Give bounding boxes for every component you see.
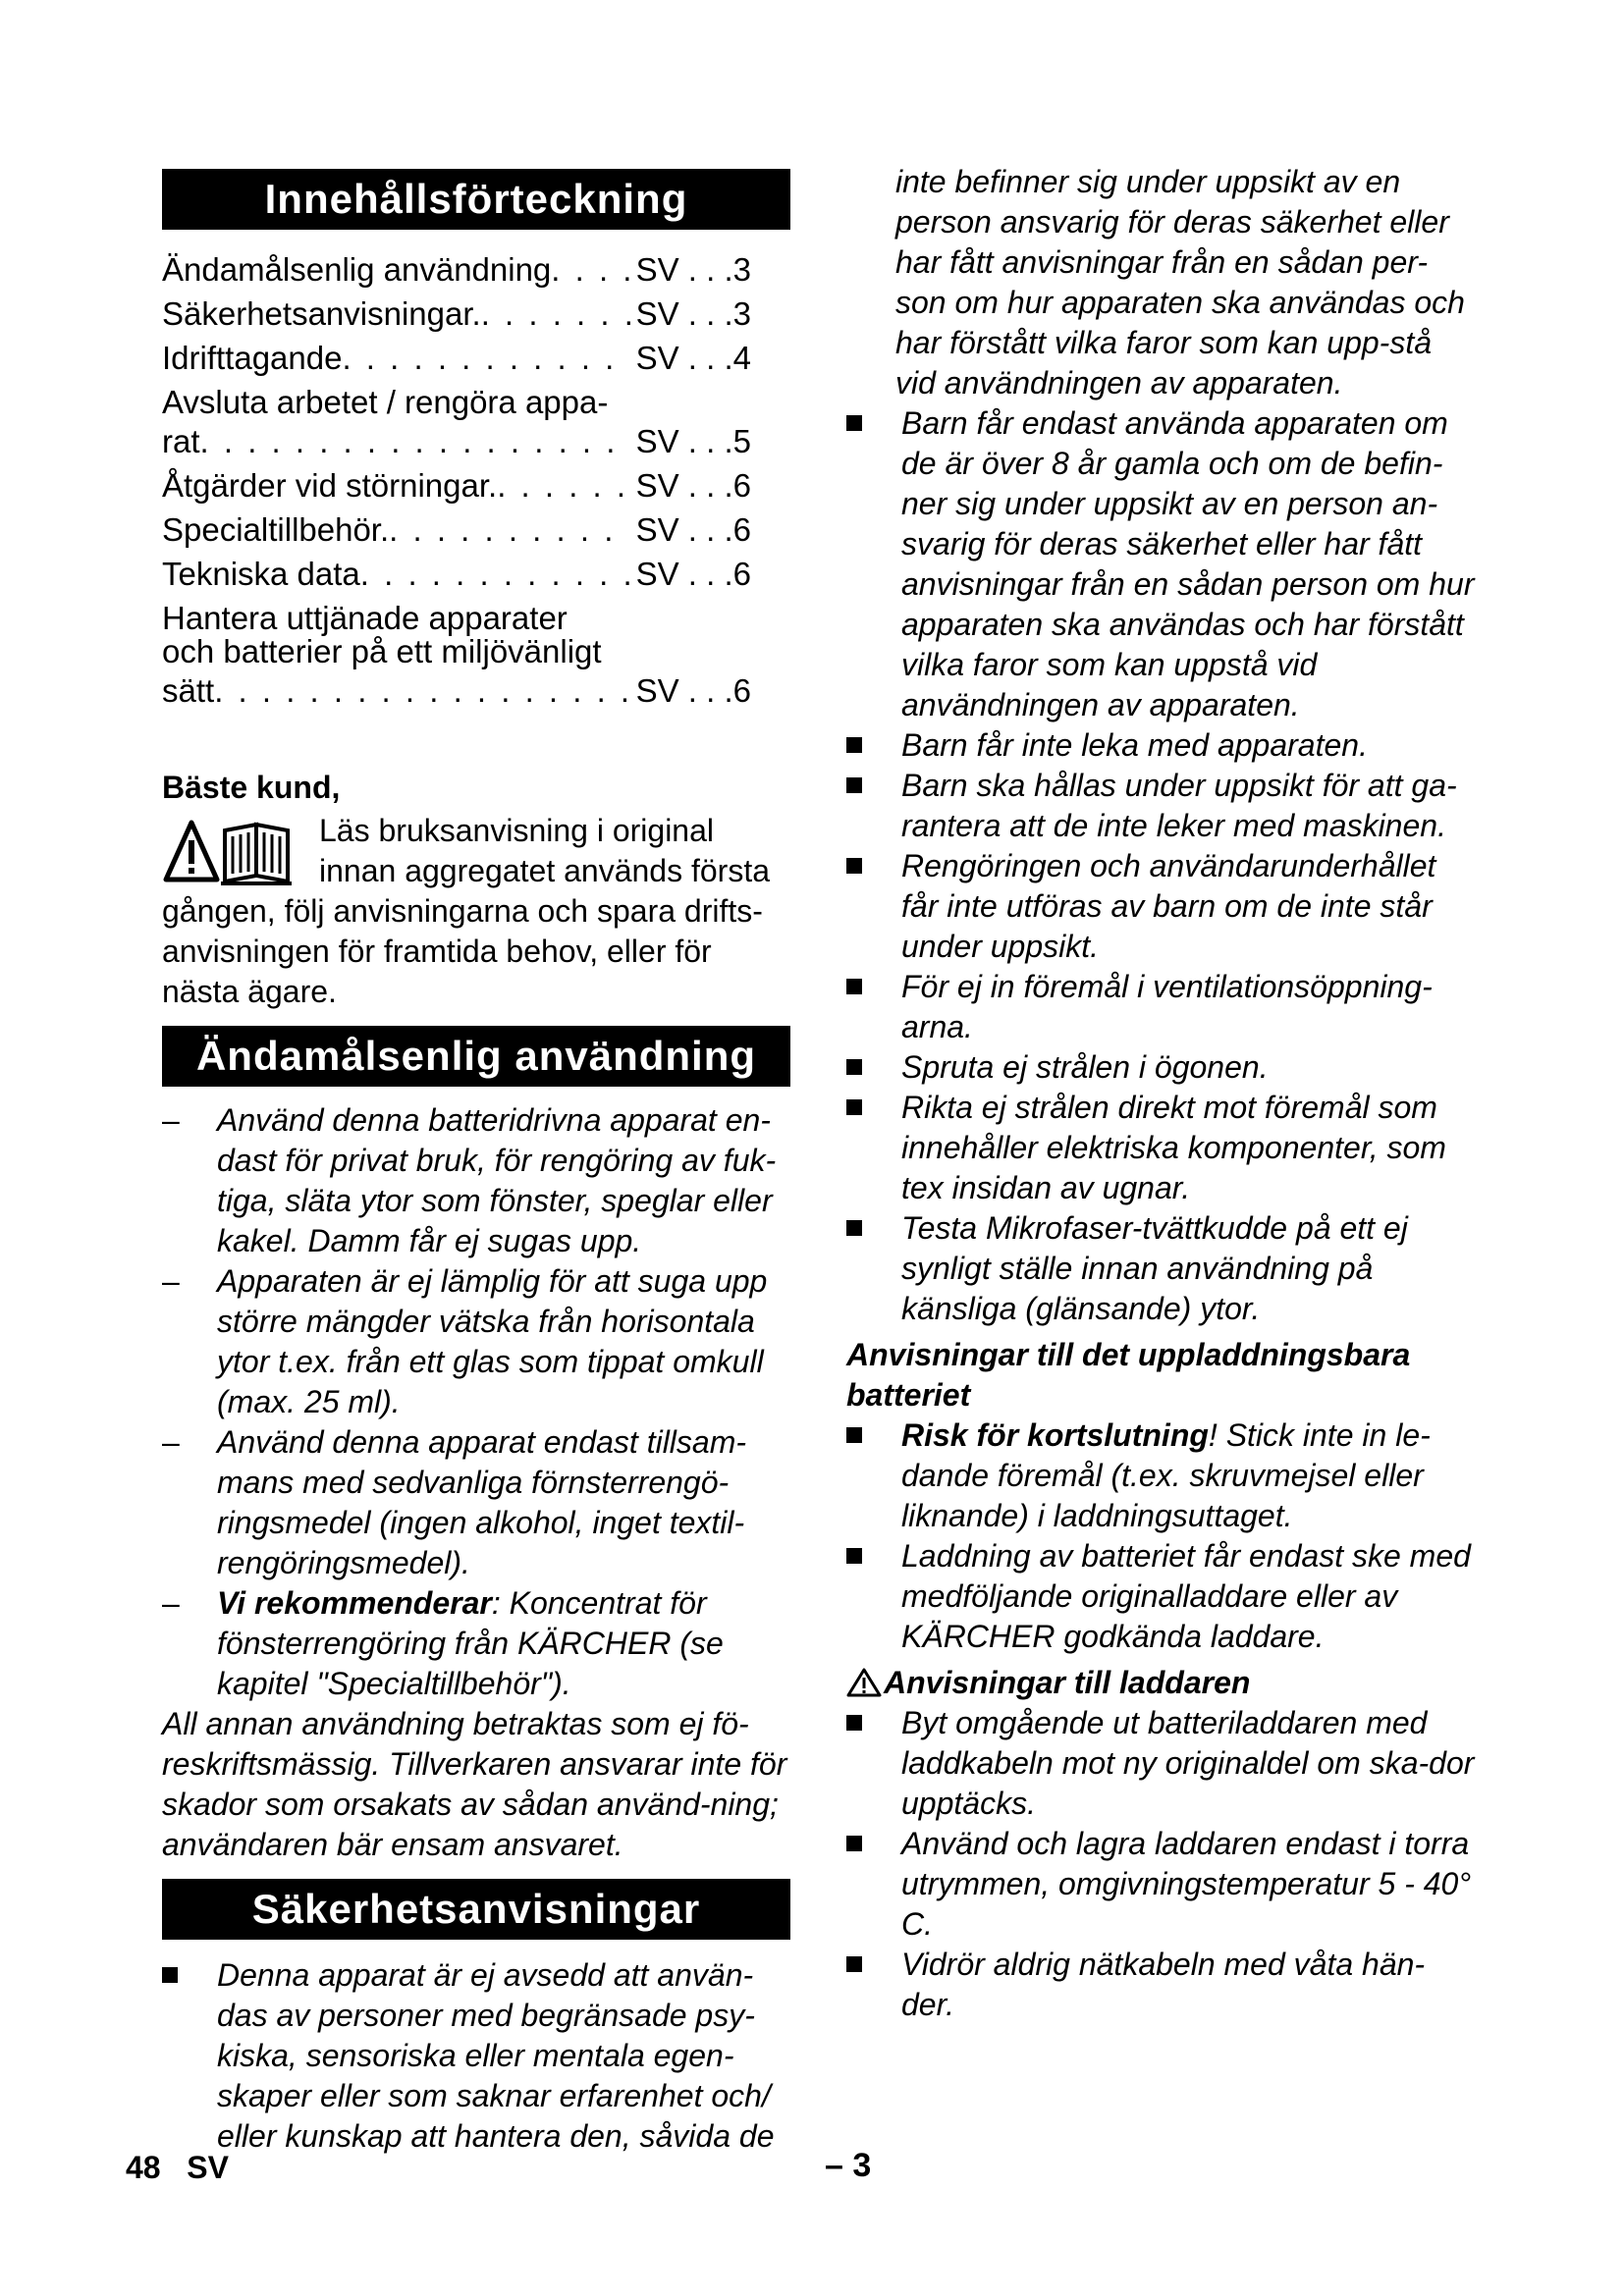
list-item: – Apparaten är ej lämplig för att suga upp större mängder vätska från horisontala ytor t.ex. från ett glas som tippat omkull (max. 25 ml).: [162, 1263, 768, 1419]
bullet-square-icon: [846, 1956, 862, 1972]
safety-list: [846, 403, 1475, 1329]
language-code: SV: [187, 2150, 229, 2185]
bullet-square-icon: [846, 1220, 862, 1236]
usage-title: Ändamålsenlig användning: [162, 1026, 790, 1087]
toc-entry-ref: SV . . .6: [635, 556, 751, 592]
charger-list: [846, 1703, 1475, 2025]
toc-entry-line: och batterier på ett miljövänligt: [162, 633, 602, 669]
table-of-contents: [162, 247, 751, 713]
toc-entry-title: Säkerhetsanvisningar.: [162, 295, 481, 332]
bullet-square-icon: [846, 415, 862, 431]
toc-entry[interactable]: [162, 602, 751, 713]
bullet-square-icon: [846, 858, 862, 874]
bullet-square-icon: [162, 1967, 178, 1983]
right-column: [846, 162, 1475, 2025]
toc-entry[interactable]: [162, 336, 751, 380]
list-item: Använd och lagra laddaren endast i torra utrymmen, omgivningstemperatur 5 - 40° C.: [846, 1824, 1475, 1945]
list-item: Rengöringen och användarunderhållet får inte utföras av barn om de inte står under uppsikt.: [846, 846, 1475, 967]
usage-list: [162, 1100, 790, 1704]
bullet-square-icon: [846, 1427, 862, 1443]
safety-list-start: [162, 1955, 790, 2157]
bullet-square-icon: [846, 777, 862, 793]
toc-entry-title: rat: [162, 423, 200, 459]
toc-entry-title: Åtgärder vid störningar.: [162, 467, 498, 504]
list-item: Testa Mikrofaser-tvättkudde på ett ej synligt ställe innan användning på känsliga (glänsande) ytor.: [846, 1208, 1475, 1329]
toc-entry[interactable]: [162, 552, 751, 596]
toc-entry-title: Idrifttagande: [162, 340, 343, 376]
toc-entry-ref: SV . . .3: [635, 251, 751, 288]
toc-entry-ref: SV . . .5: [635, 423, 751, 459]
list-item: Vidrör aldrig nätkabeln med våta hän-der.: [846, 1945, 1475, 2025]
toc-entry-title: Tekniska data: [162, 556, 360, 592]
bullet-square-icon: [846, 1836, 862, 1851]
list-item: För ej in föremål i ventilationsöppning-arna.: [846, 967, 1475, 1047]
battery-heading: Anvisningar till det uppladdningsbara batteriet: [846, 1337, 1411, 1413]
bullet-square-icon: [846, 1548, 862, 1564]
greeting: Bäste kund,: [162, 770, 341, 805]
safety-item-continuation: inte befinner sig under uppsikt av en person ansvarig för deras säkerhet eller har fått anvisningar från en sådan per-son om hur apparaten ska användas och har förstått vilka faror som kan upp-stå vid användningen av apparaten.: [895, 164, 1465, 400]
list-item: Denna apparat är ej avsedd att använ-das av personer med begränsade psy-kiska, sensoriska eller mentala egen-skaper eller som saknar erfarenhet och/ eller kunskap att hantera den, såvida de: [162, 1955, 790, 2157]
page-footer-number: [126, 2150, 229, 2186]
toc-entry[interactable]: [162, 386, 751, 463]
list-item: – Använd denna apparat endast tillsam-mans med sedvanliga förnsterrengö-ringsmedel (ingen alkohol, inget textil-rengöringsmedel).: [162, 1424, 747, 1580]
toc-entry-ref: SV . . .6: [635, 672, 751, 709]
list-item: Risk för kortslutning! Stick inte in le-dande föremål (t.ex. skruvmejsel eller liknande) i laddningsuttaget.: [846, 1415, 1475, 1536]
page-number: 48: [126, 2150, 161, 2185]
toc-title: Innehållsförteckning: [162, 169, 790, 230]
list-item: – Vi rekommenderar: Koncentrat för fönsterrengöring från KÄRCHER (se kapitel "Specialtillbehör").: [162, 1585, 724, 1701]
toc-entry-title: sätt: [162, 672, 215, 709]
toc-entry[interactable]: [162, 507, 751, 552]
safety-title: Säkerhetsanvisningar: [162, 1879, 790, 1940]
toc-entry-ref: SV . . .6: [635, 511, 751, 548]
list-item: Barn får inte leka med apparaten.: [846, 725, 1475, 766]
list-item: Laddning av batteriet får endast ske med medföljande originalladdare eller av KÄRCHER godkända laddare.: [846, 1536, 1475, 1657]
battery-list: [846, 1415, 1475, 1657]
toc-entry-title: Specialtillbehör.: [162, 511, 390, 548]
list-item: Barn ska hållas under uppsikt för att ga-rantera att de inte leker med maskinen.: [846, 766, 1475, 846]
toc-entry-line: Avsluta arbetet / rengöra appa-: [162, 384, 609, 420]
usage-closing: All annan användning betraktas som ej fö-reskriftsmässig. Tillverkaren ansvarar inte för skador som orsakats av sådan använd-ning; användaren bär ensam ansvaret.: [162, 1706, 787, 1862]
bullet-square-icon: [846, 1715, 862, 1731]
bullet-square-icon: [846, 737, 862, 753]
intro-text: Läs bruksanvisning i original innan aggregatet används första gången, följ anvisningarna och spara drifts-anvisningen för framtida behov, eller för nästa ägare.: [162, 813, 770, 1009]
toc-entry-ref: SV . . .6: [635, 467, 751, 504]
charger-heading: Anvisningar till laddaren: [846, 1663, 1475, 1703]
list-item: Rikta ej strålen direkt mot föremål som innehåller elektriska komponenter, som tex insidan av ugnar.: [846, 1088, 1475, 1208]
recommend-label: Vi rekommenderar: [217, 1585, 492, 1621]
list-item: Spruta ej strålen i ögonen.: [846, 1047, 1475, 1088]
warning-manual-icon: [162, 817, 309, 887]
bullet-square-icon: [846, 1059, 862, 1075]
list-item: – Använd denna batteridrivna apparat en-dast för privat bruk, för rengöring av fuk-tiga, släta ytor som fönster, speglar eller kakel. Damm får ej sugas upp.: [162, 1102, 777, 1258]
section-page-number: – 3: [825, 2147, 872, 2184]
risk-label: Risk för kortslutning: [901, 1417, 1209, 1453]
toc-entry[interactable]: [162, 463, 751, 507]
toc-entry[interactable]: [162, 292, 751, 336]
bullet-square-icon: [846, 1099, 862, 1115]
toc-entry-line: Hantera uttjänade apparater: [162, 600, 568, 636]
toc-entry[interactable]: [162, 247, 751, 292]
intro-paragraph: [162, 811, 790, 1012]
toc-entry-title: Ändamålsenlig användning: [162, 251, 552, 288]
list-item: Byt omgående ut batteriladdaren med laddkabeln mot ny originaldel om ska-dor upptäcks.: [846, 1703, 1475, 1824]
bullet-square-icon: [846, 979, 862, 994]
left-column: [162, 169, 790, 2157]
list-item: Barn får endast använda apparaten om de är över 8 år gamla och om de befin-ner sig under uppsikt av en person an-svarig för deras säkerhet eller har fått anvisningar från en sådan person om hur apparaten ska användas och har förstått vilka faror som kan uppstå vid användningen av apparaten.: [846, 403, 1475, 725]
toc-entry-ref: SV . . .3: [635, 295, 751, 332]
toc-entry-ref: SV . . .4: [635, 340, 751, 376]
warning-icon: [846, 1668, 882, 1697]
